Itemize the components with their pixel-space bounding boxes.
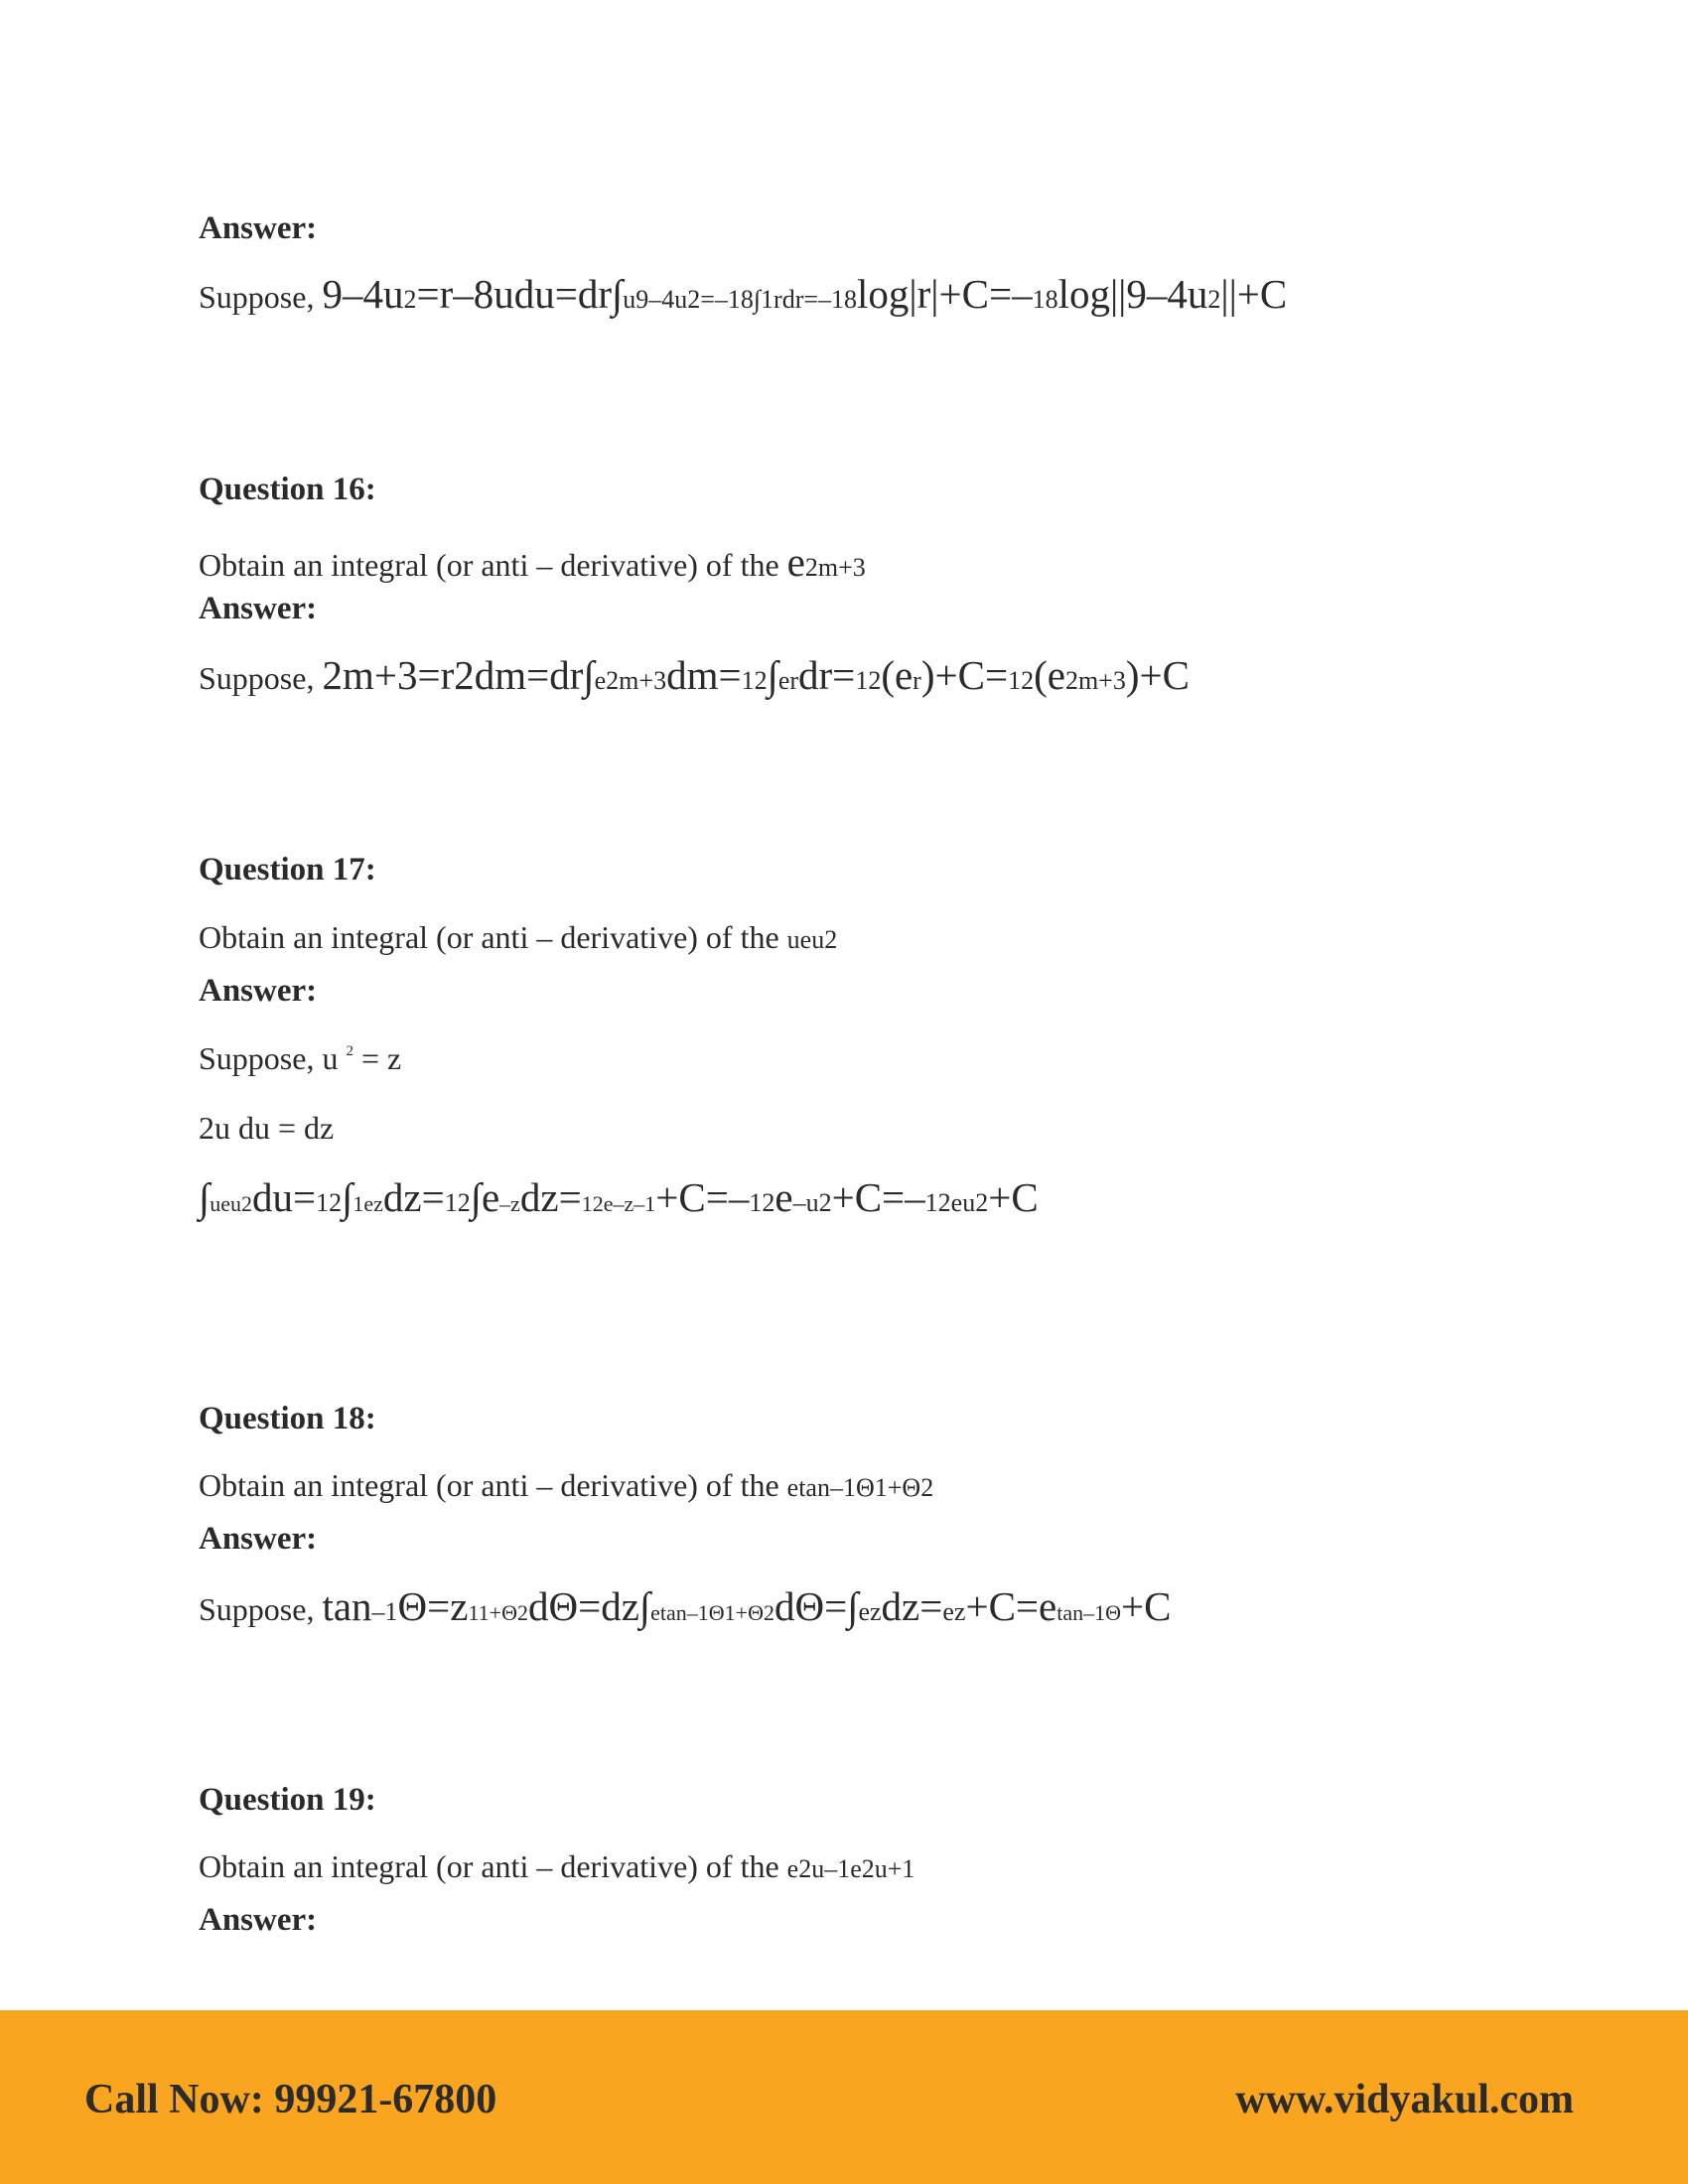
q16-answer-label: Answer: bbox=[199, 591, 318, 626]
q18-solution: Suppose, tan–1Θ=z11+Θ2dΘ=dz∫etan–1Θ1+Θ2dΘ=∫ezdz=ez+C=etan–1Θ+C bbox=[199, 1583, 1172, 1629]
q17-prompt: Obtain an integral (or anti – derivative) of the ueu2 bbox=[199, 919, 838, 955]
call-now-text[interactable]: Call Now: 99921-67800 bbox=[84, 2077, 497, 2122]
q17-step2: 2u du = dz bbox=[199, 1110, 335, 1146]
q16-prompt: Obtain an integral (or anti – derivative) of the e2m+3 bbox=[199, 539, 866, 585]
q17-solution: ∫ueu2du=12∫1ezdz=12∫e–zdz=12e–z–1+C=–12e–u2+C=–12eu2+C bbox=[199, 1174, 1039, 1220]
q15-answer-label: Answer: bbox=[199, 210, 318, 246]
q17-step1: Suppose, u $^2$ = z bbox=[199, 1040, 402, 1076]
q19-answer-label: Answer: bbox=[199, 1902, 318, 1938]
website-link[interactable]: www.vidyakul.com bbox=[1235, 2077, 1574, 2122]
footer-banner bbox=[0, 2010, 1688, 2184]
q17-title: Question 17: bbox=[199, 852, 376, 887]
q18-answer-label: Answer: bbox=[199, 1521, 318, 1557]
q15-solution: Suppose, 9–4u2=r–8udu=dr∫u9–4u2=–18∫1rdr=–18log|r|+C=–18log||9–4u2||+C bbox=[199, 271, 1288, 317]
q18-title: Question 18: bbox=[199, 1401, 376, 1436]
q19-prompt: Obtain an integral (or anti – derivative) of the e2u–1e2u+1 bbox=[199, 1848, 915, 1884]
q16-title: Question 16: bbox=[199, 472, 376, 507]
q16-solution: Suppose, 2m+3=r2dm=dr∫e2m+3dm=12∫erdr=12(er)+C=12(e2m+3)+C bbox=[199, 652, 1190, 698]
q18-prompt: Obtain an integral (or anti – derivative) of the etan–1Θ1+Θ2 bbox=[199, 1467, 934, 1503]
q19-title: Question 19: bbox=[199, 1782, 376, 1818]
q17-answer-label: Answer: bbox=[199, 973, 318, 1009]
